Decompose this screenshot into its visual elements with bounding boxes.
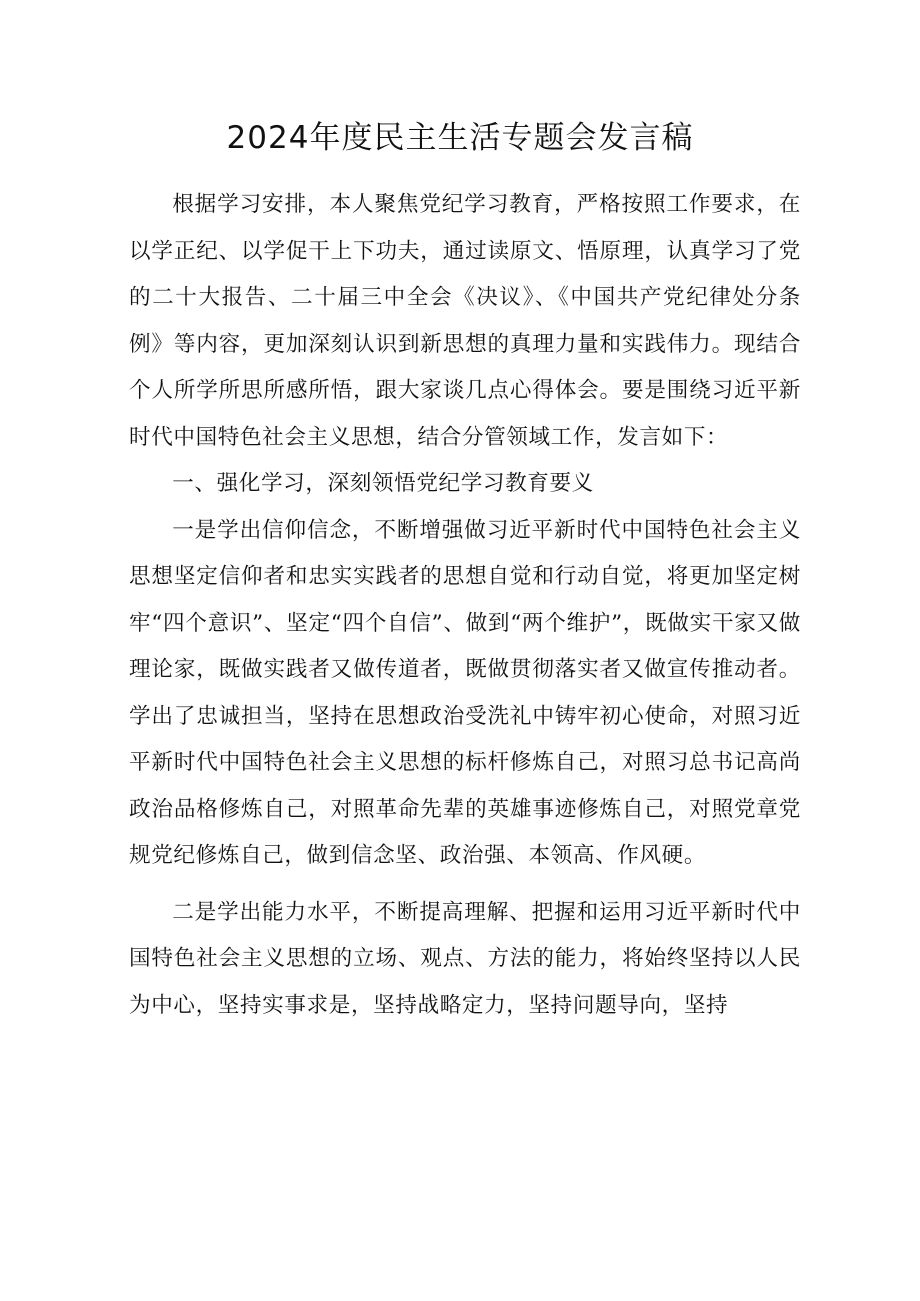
point-1-paragraph: 一是学出信仰信念，不断增强做习近平新时代中国特色社会主义思想坚定信仰者和忠实实践者的思想自觉和行动自觉，将更加坚定树牢“四个意识”、坚定“四个自信”、做到“两个维护”，既做实干家又做理论家，既做实践者又做传道者，既做贯彻落实者又做宣传推动者。学出了忠诚担当，坚持在思想政治受洗礼中铸牢初心使命，对照习近平新时代中国特色社会主义思想的标杆修炼自己，对照习总书记高尚政治品格修炼自己，对照革命先辈的英雄事迹修炼自己，对照党章党规党纪修炼自己，做到信念坚、政治强、本领高、作风硬。 — [129, 517, 801, 868]
point-2-paragraph: 二是学出能力水平，不断提高理解、把握和运用习近平新时代中国特色社会主义思想的立场、观点、方法的能力，将始终坚持以人民为中心，坚持实事求是，坚持战略定力，坚持问题导向，坚持 — [129, 899, 801, 1018]
document-title: 2024年度民主生活专题会发言稿 — [226, 120, 694, 156]
section-heading-1: 一、强化学习，深刻领悟党纪学习教育要义 — [172, 471, 594, 496]
intro-paragraph: 根据学习安排，本人聚焦党纪学习教育，严格按照工作要求，在以学正纪、以学促干上下功夫，通过读原文、悟原理，认真学习了党的二十大报告、二十届三中全会《决议》、《中国共产党纪律处分条例》等内容，更加深刻认识到新思想的真理力量和实践伟力。现结合个人所学所思所感所悟，跟大家谈几点心得体会。要是围绕习近平新时代中国特色社会主义思想，结合分管领域工作，发言如下： — [129, 192, 801, 450]
document-body — [129, 182, 801, 1029]
